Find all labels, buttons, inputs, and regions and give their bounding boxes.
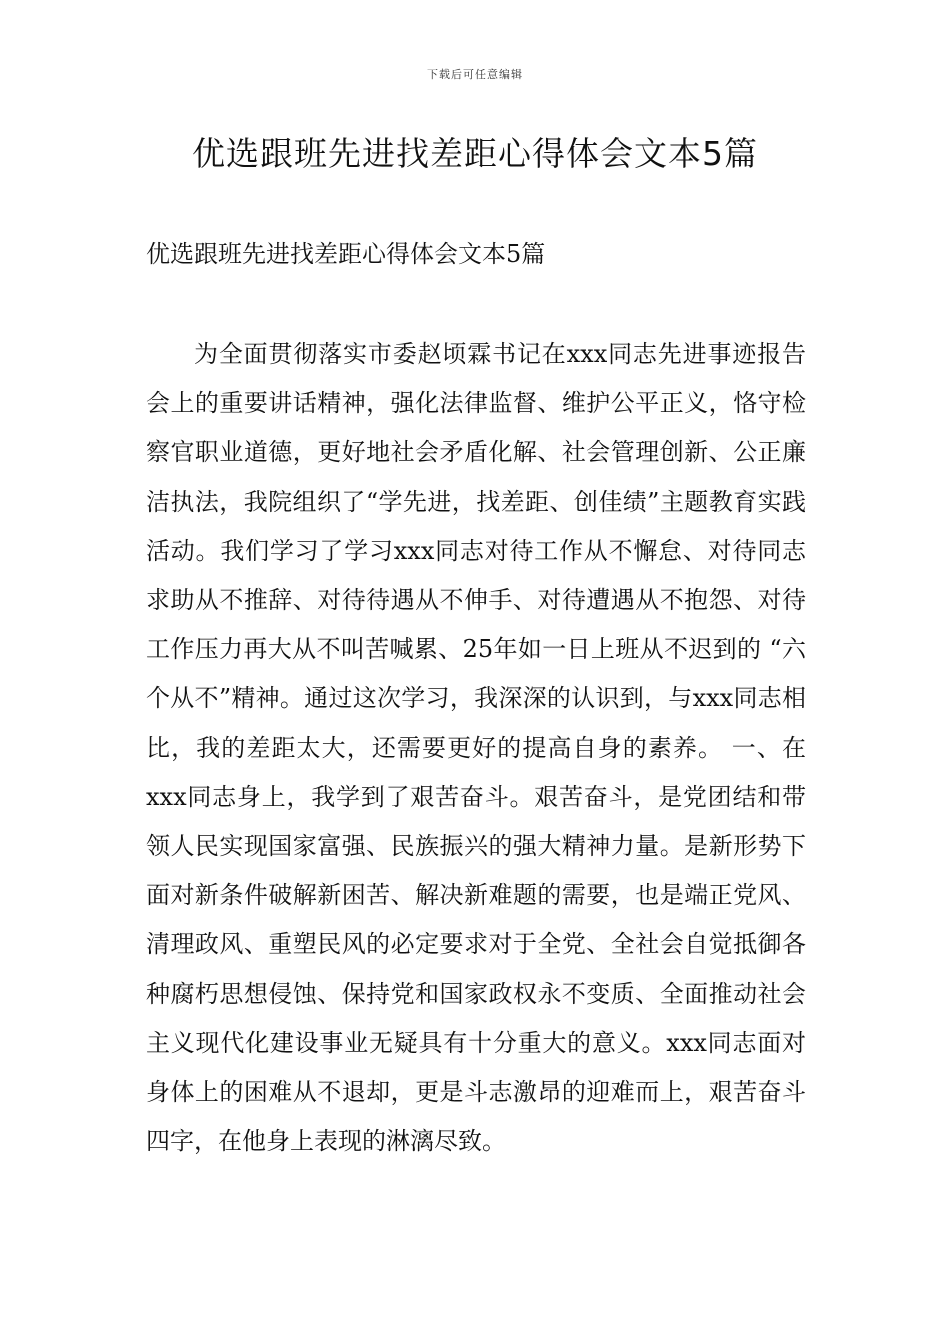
header-note: 下载后可任意编辑 bbox=[427, 68, 523, 81]
body-paragraph: 为全面贯彻落实市委赵顷霖书记在xxx同志先进事迹报告会上的重要讲话精神，强化法律监督、维护公平正义，恪守检察官职业道德，更好地社会矛盾化解、社会管理创新、公正廉洁执法，我院组织了“学先进，找差距、创佳绩”主题教育实践活动。我们学习了学习xxx同志对待工作从不懈怠、对待同志求助从不推辞、对待待遇从不伸手、对待遭遇从不抱怨、对待工作压力再大从不叫苦喊累、25年如一日上班从不迟到的 “六个从不”精神。通过这次学习，我深深的认识到，与xxx同志相比，我的差距太大，还需要更好的提高自身的素养。 一、在xxx同志身上，我学到了艰苦奋斗。艰苦奋斗，是党团结和带领人民实现国家富强、民族振兴的强大精神力量。是新形势下面对新条件破解新困苦、解决新难题的需要，也是端正党风、清理政风、重塑民风的必定要求对于全党、全社会自觉抵御各种腐朽思想侵蚀、保持党和国家政权永不变质、全面推动社会主义现代化建设事业无疑具有十分重大的意义。xxx同志面对身体上的困难从不退却，更是斗志激昂的迎难而上，艰苦奋斗四字，在他身上表现的淋漓尽致。 bbox=[146, 340, 806, 1156]
document-subtitle: 优选跟班先进找差距心得体会文本5篇 bbox=[146, 240, 546, 268]
document-title: 优选跟班先进找差距心得体会文本5篇 bbox=[192, 134, 758, 173]
